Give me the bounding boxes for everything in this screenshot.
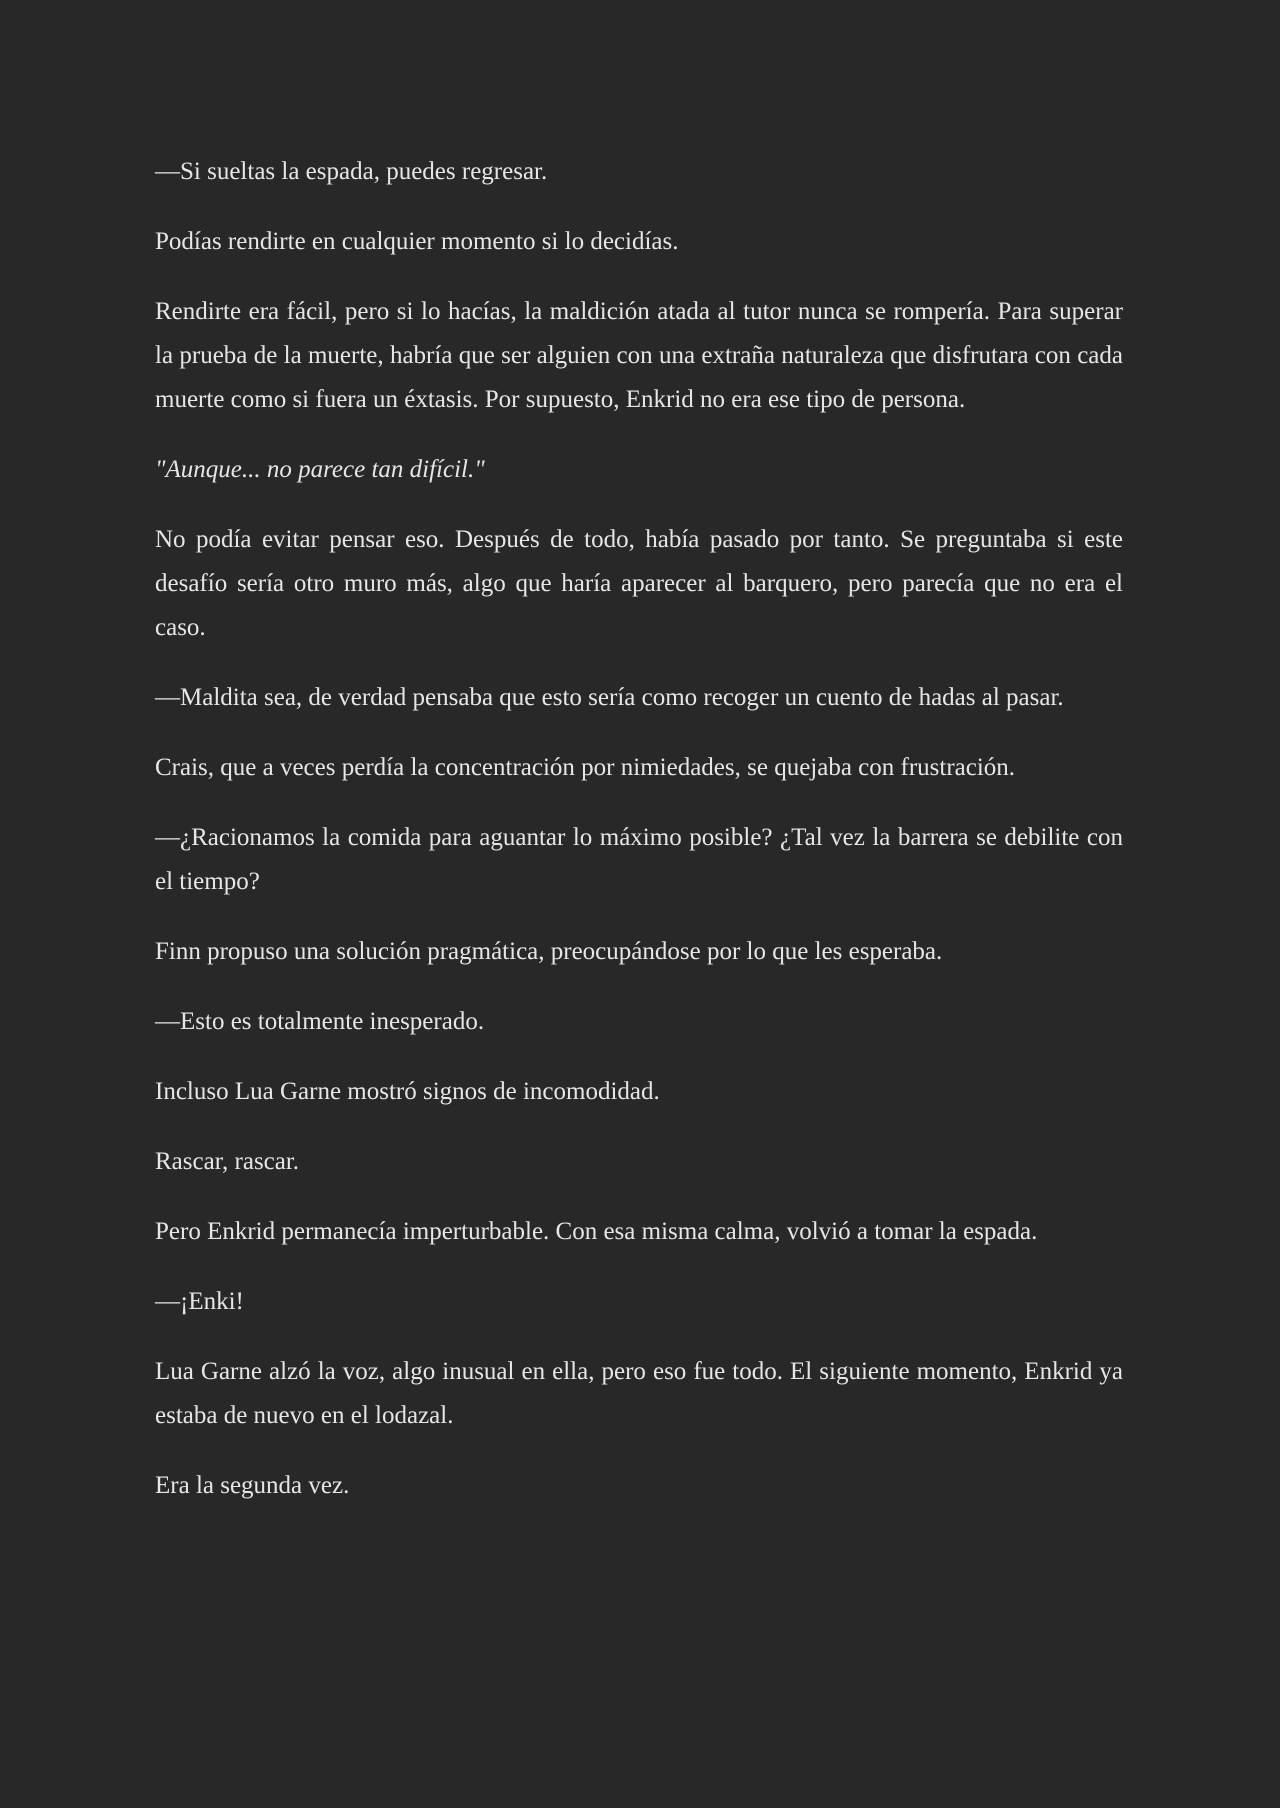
paragraph-11: Incluso Lua Garne mostró signos de incomodidad. xyxy=(155,1078,660,1105)
paragraph-4-thought: "Aunque... no parece tan difícil." xyxy=(155,456,485,483)
paragraph-13: Pero Enkrid permanecía imperturbable. Con esa misma calma, volvió a tomar la espada. xyxy=(155,1218,1038,1245)
paragraph-15: Lua Garne alzó la voz, algo inusual en ella, pero eso fue todo. El siguiente momento, Enkrid ya estaba de nuevo en el lodazal. xyxy=(155,1358,1123,1429)
paragraph-10: —Esto es totalmente inesperado. xyxy=(155,1008,485,1035)
paragraph-5: No podía evitar pensar eso. Después de todo, había pasado por tanto. Se preguntaba si este desafío sería otro muro más, algo que haría aparecer al barquero, pero parecía que no era el caso. xyxy=(155,526,1123,641)
paragraph-6: —Maldita sea, de verdad pensaba que esto sería como recoger un cuento de hadas al pasar. xyxy=(155,684,1064,711)
paragraph-2: Podías rendirte en cualquier momento si lo decidías. xyxy=(155,228,679,255)
paragraph-12: Rascar, rascar. xyxy=(155,1148,300,1175)
paragraph-14: —¡Enki! xyxy=(155,1288,244,1315)
paragraph-7: Crais, que a veces perdía la concentración por nimiedades, se quejaba con frustración. xyxy=(155,754,1016,781)
paragraph-9: Finn propuso una solución pragmática, preocupándose por lo que les esperaba. xyxy=(155,938,943,965)
document-page xyxy=(155,150,1123,1534)
paragraph-1: —Si sueltas la espada, puedes regresar. xyxy=(155,158,548,185)
paragraph-16: Era la segunda vez. xyxy=(155,1472,350,1499)
paragraph-8: —¿Racionamos la comida para aguantar lo máximo posible? ¿Tal vez la barrera se debilite con el tiempo? xyxy=(155,824,1123,895)
paragraph-3: Rendirte era fácil, pero si lo hacías, la maldición atada al tutor nunca se rompería. Para superar la prueba de la muerte, habría que ser alguien con una extraña naturaleza que disfrutara con cada muerte como si fuera un éxtasis. Por supuesto, Enkrid no era ese tipo de persona. xyxy=(155,298,1123,413)
